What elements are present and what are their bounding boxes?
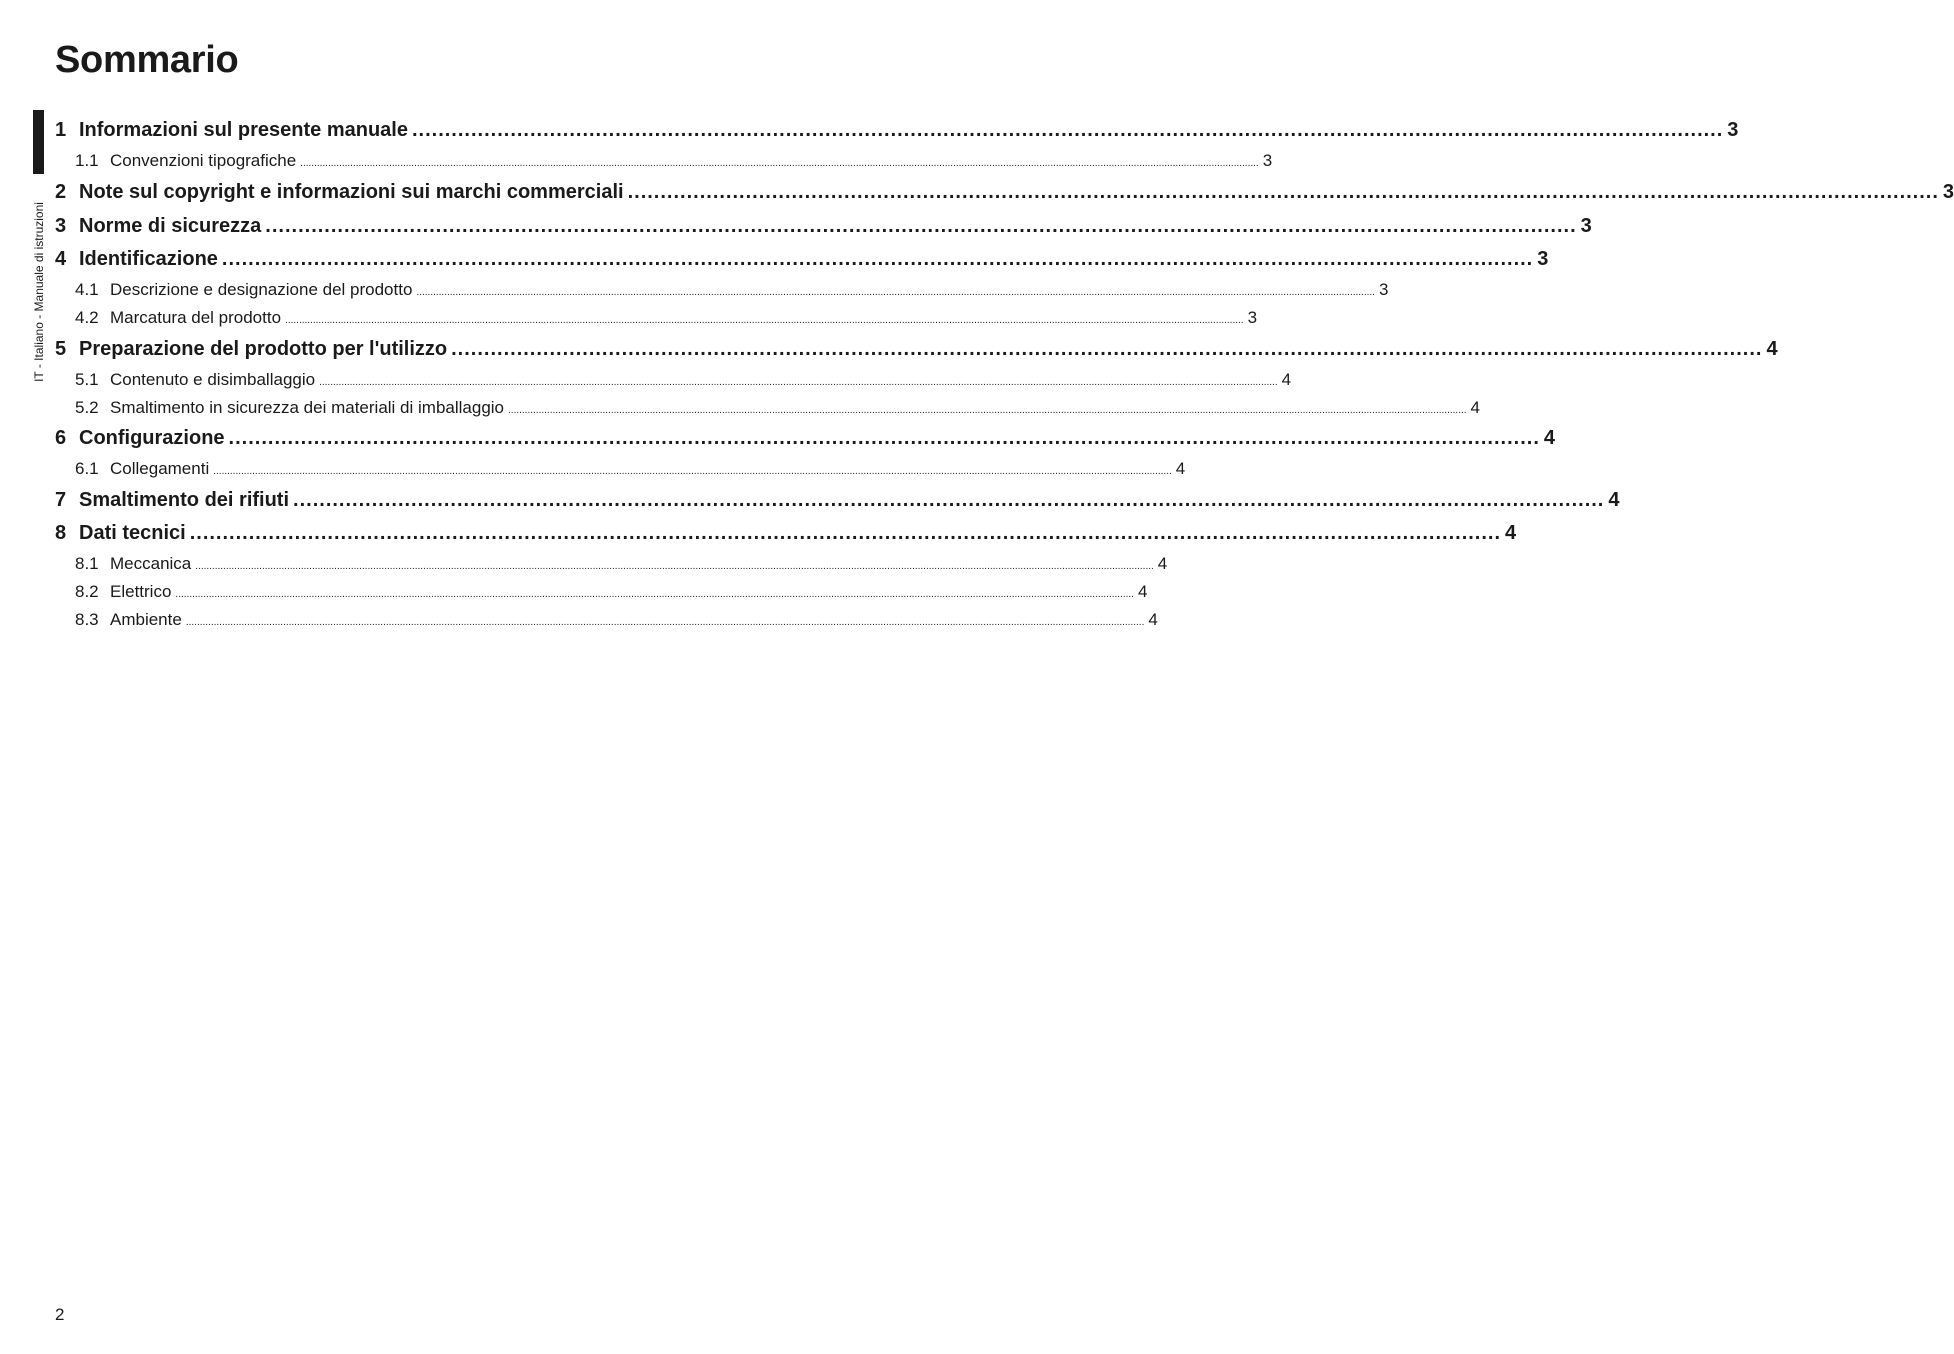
toc-leader-dots: ........................................................................................................................................................................................................ [189, 522, 1502, 544]
toc-leader-dots: ........................................................................................................................................................................................................ [265, 215, 1577, 237]
toc-leader-dots: ......................................................................................................................................................................................................................................................................................................................................................... [195, 561, 1154, 572]
toc-leader-dots: ........................................................................................................................................................................................................ [627, 181, 1939, 203]
toc-leader-dots: ......................................................................................................................................................................................................................................................................................................................................................... [213, 466, 1172, 477]
toc-entry-1-1[interactable] [75, 149, 1273, 173]
toc-label: Meccanica [110, 554, 192, 573]
toc-page-number: 4 [1543, 427, 1555, 449]
toc-page-number: 4 [1148, 610, 1158, 629]
toc-leader-dots: ........................................................................................................................................................................................................ [293, 489, 1605, 511]
toc-label: Marcatura del prodotto [110, 308, 282, 327]
toc-entry-6-1[interactable] [75, 457, 1186, 481]
toc-label: Collegamenti [110, 459, 210, 478]
toc-entry-4[interactable] [55, 245, 1549, 273]
toc-page-number: 4 [1608, 489, 1620, 511]
page-number: 2 [55, 1305, 65, 1324]
toc-label: Informazioni sul presente manuale [79, 119, 408, 141]
toc-label: Contenuto e disimballaggio [110, 370, 316, 389]
toc-leader-dots: ......................................................................................................................................................................................................................................................................................................................................................... [416, 287, 1375, 298]
toc-page-number: 3 [1727, 119, 1739, 141]
toc-entry-5[interactable] [55, 335, 1778, 363]
toc-leader-dots: ......................................................................................................................................................................................................................................................................................................................................................... [300, 158, 1259, 169]
toc-page-number: 4 [1766, 338, 1778, 360]
toc-entry-3[interactable] [55, 212, 1592, 240]
toc-leader-dots: ......................................................................................................................................................................................................................................................................................................................................................... [285, 315, 1244, 326]
toc-page-number: 3 [1247, 308, 1258, 327]
toc-label: Elettrico [110, 582, 172, 601]
toc-page-number: 4 [1281, 370, 1292, 389]
toc-page-number: 4 [1157, 554, 1168, 573]
toc-entry-7[interactable] [55, 486, 1620, 514]
toc-number: 6.1 [75, 459, 99, 478]
toc-number: 4 [55, 248, 67, 270]
toc-entry-5-2[interactable] [75, 396, 1481, 420]
toc-label: Descrizione e designazione del prodotto [110, 280, 413, 299]
toc-page-number: 3 [1262, 151, 1273, 170]
toc-entry-2[interactable] [55, 178, 1954, 206]
side-language-label: IT - Italiano - Manuale di istruzioni [32, 202, 46, 382]
toc-number: 2 [55, 181, 67, 203]
toc-entry-8-1[interactable] [75, 552, 1168, 576]
toc-number: 8.2 [75, 582, 99, 601]
toc-entry-8-3[interactable] [75, 608, 1158, 632]
toc-label: Dati tecnici [79, 522, 186, 544]
toc-number: 7 [55, 489, 67, 511]
toc-page-number: 3 [1580, 215, 1592, 237]
toc-label: Ambiente [110, 610, 182, 629]
toc-number: 6 [55, 427, 67, 449]
toc-label: Note sul copyright e informazioni sui marchi commerciali [79, 181, 624, 203]
toc-entry-5-1[interactable] [75, 368, 1292, 392]
toc-label: Smaltimento dei rifiuti [79, 489, 290, 511]
toc-number: 4.1 [75, 280, 99, 299]
toc-page-number: 4 [1470, 398, 1481, 417]
toc-entry-4-1[interactable] [75, 278, 1389, 302]
toc-label: Smaltimento in sicurezza dei materiali di imballaggio [110, 398, 505, 417]
toc-leader-dots: ........................................................................................................................................................................................................ [228, 427, 1540, 449]
toc-entry-6[interactable] [55, 424, 1555, 452]
toc-number: 8.3 [75, 610, 99, 629]
toc-entry-8-2[interactable] [75, 580, 1148, 604]
toc-number: 5.1 [75, 370, 99, 389]
toc-page-number: 3 [1378, 280, 1389, 299]
toc-entry-1[interactable] [55, 116, 1739, 144]
toc-entry-4-2[interactable] [75, 306, 1258, 330]
toc-leader-dots: ........................................................................................................................................................................................................ [221, 248, 1534, 270]
toc-number: 1 [55, 119, 67, 141]
toc-number: 8.1 [75, 554, 99, 573]
toc-leader-dots: ......................................................................................................................................................................................................................................................................................................................................................... [319, 377, 1278, 388]
page-title: Sommario [55, 39, 239, 81]
toc-label: Identificazione [79, 248, 218, 270]
toc-leader-dots: ........................................................................................................................................................................................................ [451, 338, 1763, 360]
toc-number: 4.2 [75, 308, 99, 327]
toc-page-number: 3 [1942, 181, 1954, 203]
toc-page-number: 4 [1137, 582, 1148, 601]
toc-entry-8[interactable] [55, 519, 1517, 547]
toc-label: Preparazione del prodotto per l'utilizzo [79, 338, 448, 360]
toc-page-number: 3 [1537, 248, 1549, 270]
toc-page-number: 4 [1505, 522, 1517, 544]
toc-label: Convenzioni tipografiche [110, 151, 297, 170]
toc-page-number: 4 [1175, 459, 1186, 478]
toc-number: 8 [55, 522, 67, 544]
table-of-contents [55, 0, 1954, 700]
toc-number: 3 [55, 215, 67, 237]
toc-number: 5.2 [75, 398, 99, 417]
side-tab-marker [33, 110, 44, 174]
toc-leader-dots: ........................................................................................................................................................................................................ [411, 119, 1724, 141]
toc-label: Configurazione [79, 427, 225, 449]
toc-number: 5 [55, 338, 67, 360]
toc-leader-dots: ......................................................................................................................................................................................................................................................................................................................................................... [185, 617, 1145, 628]
toc-number: 1.1 [75, 151, 99, 170]
toc-label: Norme di sicurezza [79, 215, 262, 237]
toc-leader-dots: ......................................................................................................................................................................................................................................................................................................................................................... [508, 405, 1467, 416]
toc-leader-dots: ......................................................................................................................................................................................................................................................................................................................................................... [175, 589, 1134, 600]
